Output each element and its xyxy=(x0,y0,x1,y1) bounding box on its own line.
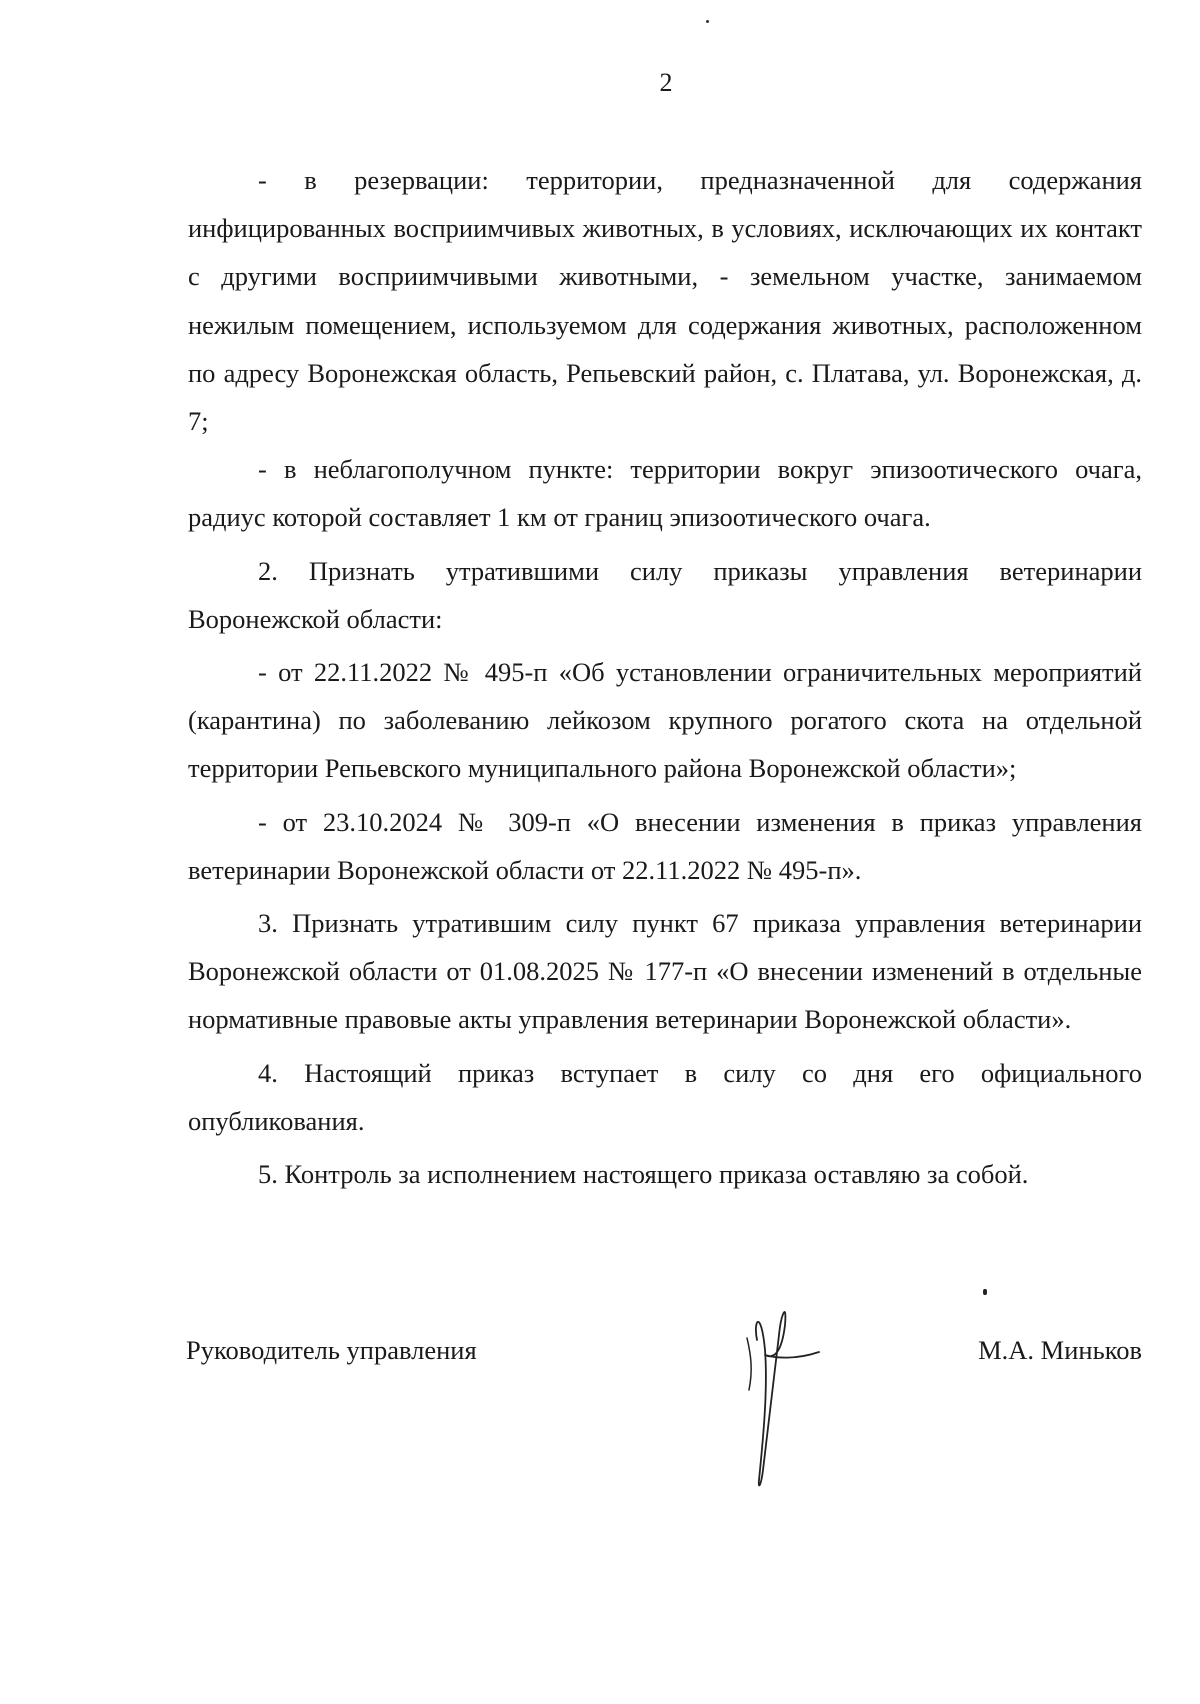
handwritten-signature xyxy=(735,1280,835,1500)
paragraph-order-309: - от 23.10.2024 № 309-п «О внесении изменения в приказ управления ветеринарии Воронежской области от 22.11.2022 № 495-п». xyxy=(188,806,1142,885)
paragraph-order-495: - от 22.11.2022 № 495-п «Об установлении ограничительных мероприятий (карантина) по заболеванию лейкозом крупного рогатого скота на отдельной территории Репьевского муниципального района Воронежской области»; xyxy=(188,657,1142,784)
paragraph-item-4: 4. Настоящий приказ вступает в силу со дня его официального опубликования. xyxy=(188,1057,1142,1136)
document-body xyxy=(188,156,1142,1198)
scan-dot-mark xyxy=(983,1289,987,1295)
paragraph-item-3: 3. Признать утратившим силу пункт 67 приказа управления ветеринарии Воронежской области от 01.08.2025 № 177-п «О внесении изменений в отдельные нормативные правовые акты управления ветеринарии Воронежской области». xyxy=(188,908,1142,1035)
signatory-name: М.А. Миньков xyxy=(978,1335,1142,1365)
page-number: 2 xyxy=(659,68,673,97)
scan-dot-mark xyxy=(706,20,709,23)
paragraph-item-2: 2. Признать утратившими силу приказы управления ветеринарии Воронежской области: xyxy=(188,555,1142,634)
paragraph-reservation: - в резервации: территории, предназначенной для содержания инфицированных восприимчивых животных, в условиях, исключающих их контакт с другими восприимчивыми животными, - земельном участке, занимаемом нежилым помещением, используемом для содержания животных, расположенном по адресу Воронежская область, Репьевский район, с. Платава, ул. Воронежская, д. 7; xyxy=(188,165,1142,437)
signature-block xyxy=(186,1330,1142,1370)
paragraph-unfavorable-point: - в неблагополучном пункте: территории вокруг эпизоотического очага, радиус которой составляет 1 км от границ эпизоотического очага. xyxy=(188,454,1142,533)
paragraph-item-5: 5. Контроль за исполнением настоящего приказа оставляю за собой. xyxy=(258,1159,1029,1190)
signatory-position: Руководитель управления xyxy=(186,1335,477,1365)
